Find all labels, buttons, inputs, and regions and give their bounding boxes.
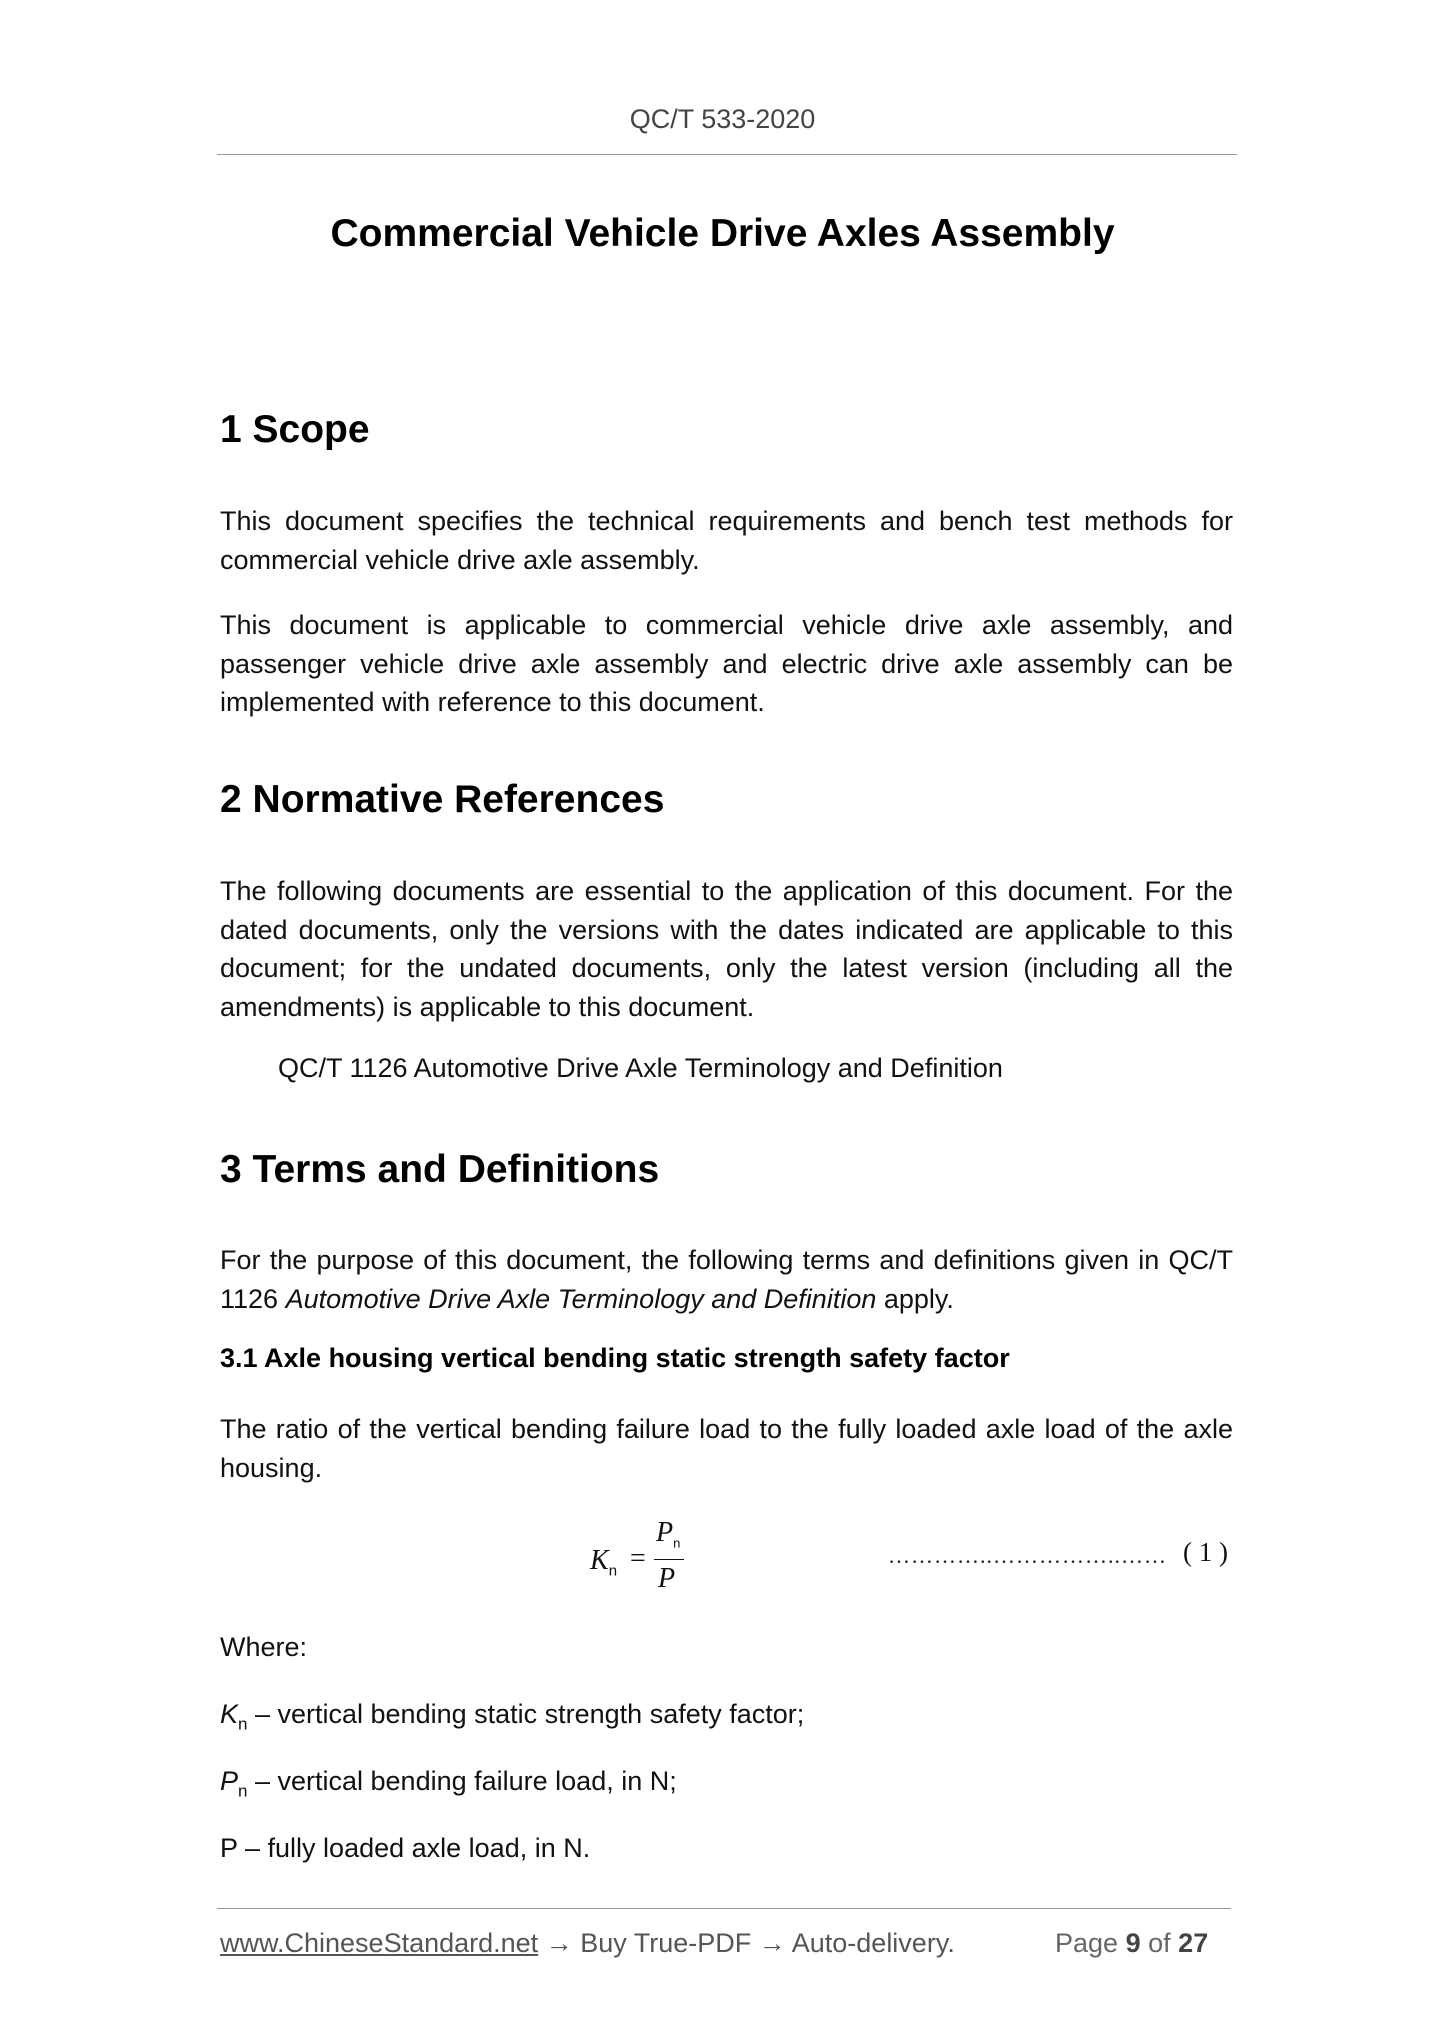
page-label: Page	[1055, 1928, 1119, 1958]
scope-paragraph-1: This document specifies the technical requirements and bench test methods for commercial vehicle drive axle assembly.	[220, 506, 1233, 575]
formula-lhs-subscript: n	[608, 1562, 618, 1580]
formula-number: ( 1 )	[1183, 1537, 1228, 1567]
footer-divider	[217, 1908, 1231, 1909]
formula-lhs	[590, 1545, 617, 1580]
terms-intro-post: apply.	[876, 1283, 954, 1314]
reference-item: QC/T 1126 Automotive Drive Axle Terminology and Definition	[278, 1053, 1003, 1083]
footer-promo	[220, 1928, 955, 1959]
definition-subscript: n	[238, 1781, 248, 1801]
section-heading-terms: 3 Terms and Definitions	[220, 1148, 660, 1191]
definition-item	[220, 1699, 804, 1734]
formula-lhs-symbol: K	[590, 1545, 609, 1576]
definition-item	[220, 1833, 590, 1864]
formula-denominator: P	[658, 1563, 676, 1594]
subsection-3-1-text: The ratio of the vertical bending failure load to the fully loaded axle load of the axle housing.	[220, 1414, 1233, 1483]
page-indicator	[1055, 1928, 1208, 1959]
definition-text: P – fully loaded axle load, in N.	[220, 1833, 591, 1863]
formula-leader-dots: …………..……………..……	[888, 1543, 1167, 1568]
definition-text: – vertical bending failure load, in N;	[247, 1766, 677, 1796]
header-divider	[217, 154, 1237, 155]
section-heading-normative-references: 2 Normative References	[220, 778, 665, 821]
document-code-header: QC/T 533-2020	[629, 104, 816, 134]
formula-numerator	[656, 1517, 680, 1551]
formula-numerator-symbol: P	[656, 1517, 674, 1548]
definition-symbol: P	[220, 1766, 239, 1796]
formula-numerator-subscript: n	[673, 1535, 681, 1551]
scope-paragraph-2: This document is applicable to commercial vehicle drive axle assembly, and passenger vehicle drive axle assembly and electric drive axle assembly can be implemented with reference to this document.	[220, 610, 1233, 717]
definition-subscript: n	[238, 1714, 248, 1734]
footer-promo-text: → Buy True-PDF → Auto-delivery.	[538, 1928, 955, 1958]
of-label: of	[1148, 1928, 1171, 1958]
normative-paragraph: The following documents are essential to the application of this document. For the dated documents, only the versions with the dates indicated are applicable to this document; for the undated documents, only the latest version (including all the amendments) is applicable to this document.	[220, 876, 1233, 1022]
section-heading-scope: 1 Scope	[220, 408, 370, 451]
definition-item	[220, 1766, 677, 1801]
formula-fraction-bar	[654, 1559, 684, 1560]
subsection-heading-3-1: 3.1 Axle housing vertical bending static strength safety factor	[220, 1343, 1010, 1373]
definition-symbol: K	[220, 1699, 239, 1729]
formula-1	[590, 1515, 710, 1605]
terms-intro-title: Automotive Drive Axle Terminology and Definition	[285, 1283, 877, 1314]
formula-equals: =	[630, 1543, 646, 1574]
website-link[interactable]: www.ChineseStandard.net	[220, 1928, 539, 1958]
page-total: 27	[1178, 1928, 1209, 1958]
where-label: Where:	[220, 1632, 308, 1662]
document-title: Commercial Vehicle Drive Axles Assembly	[330, 212, 1115, 255]
terms-intro-pre: For the purpose of this document, the following terms and definitions given in QC/T 1126	[220, 1245, 1233, 1314]
page-number: 9	[1125, 1928, 1141, 1958]
terms-intro-paragraph	[220, 1241, 1233, 1318]
definition-text: – vertical bending static strength safety factor;	[247, 1699, 805, 1729]
